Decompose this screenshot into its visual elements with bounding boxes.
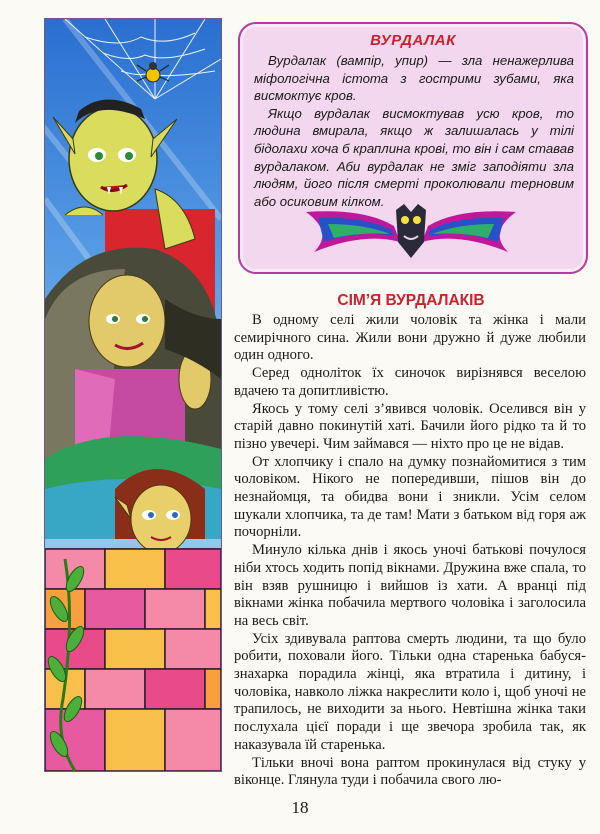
story-paragraph: В одному селі жили чоловік та жінка і мали семирічного сина. Жили вони дружно й дуже любили один одного. [234, 312, 586, 364]
vampire-family-illustration [44, 18, 222, 772]
info-box-title: ВУРДАЛАК [370, 32, 456, 49]
story-paragraph: Серед одноліток їх синочок вирізнявся веселою вдачею та допитливістю. [234, 365, 586, 399]
info-box-paragraph: Вурдалак (вампір, упир) — зла ненажерлива міфологічна істота з гострими зубами, яка висмоктує кров. [254, 53, 574, 104]
story-paragraph: Минуло кілька днів і якось уночі батькові почулося ніби хтось ходить попід вікнами. Дружина вже спала, то він взяв рушницю і вийшов із хати. А вранці під вікнами жінка побачила мертвого чоловіка і заголосила на весь світ. [234, 542, 586, 629]
story-text [234, 312, 586, 790]
story-paragraph: Усіх здивувала раптова смерть людини, та що було робити, поховали його. Тільки одна старенька бабуся-знахарка порадила жінці, яка втратила і дитину, і чоловіка, навколо ліжка накреслити коло і, щоб уночі не трапилось, не виходити за нього. Невтішна жінка таки послухала цієї поради і ще звечора зробила так, як наказувала їй старенька. [234, 630, 586, 753]
story-paragraph: Тільки вночі вона раптом прокинулася від стуку у віконце. Глянула туди і побачила свого лю- [234, 754, 586, 789]
story-paragraph: Якось у тому селі з’явився чоловік. Оселився він у старій давно покинутій хаті. Бачили його рідко та й то пізно увечері. Чим займався — ніхто про це не відав. [234, 400, 586, 452]
info-box-paragraph: Якщо вурдалак висмоктував усю кров, то людина вмирала, якщо ж залишалась у тілі бідолахи хоча б краплина крові, то він і сам ставав вурдалаком. Аби вурдалак не зміг заподіяти зла людям, його після смерті проколювали терновим або осиковим кілком. [254, 105, 574, 209]
bat-ornament-icon [304, 202, 518, 260]
info-box [238, 22, 588, 274]
info-box-text [254, 52, 574, 210]
story-title: СІМ’Я ВУРДАЛАКІВ [337, 292, 485, 309]
story-paragraph: От хлопчику і спало на думку познайомитися з тим чоловіком. Нікого не попередивши, пішов він до незнайомця, та обидва вони і зникли. Усім селом шукали хлопчика, та де там! Мати з батьком від горя аж почорніли. [234, 453, 586, 541]
page-number: 18 [291, 798, 309, 817]
